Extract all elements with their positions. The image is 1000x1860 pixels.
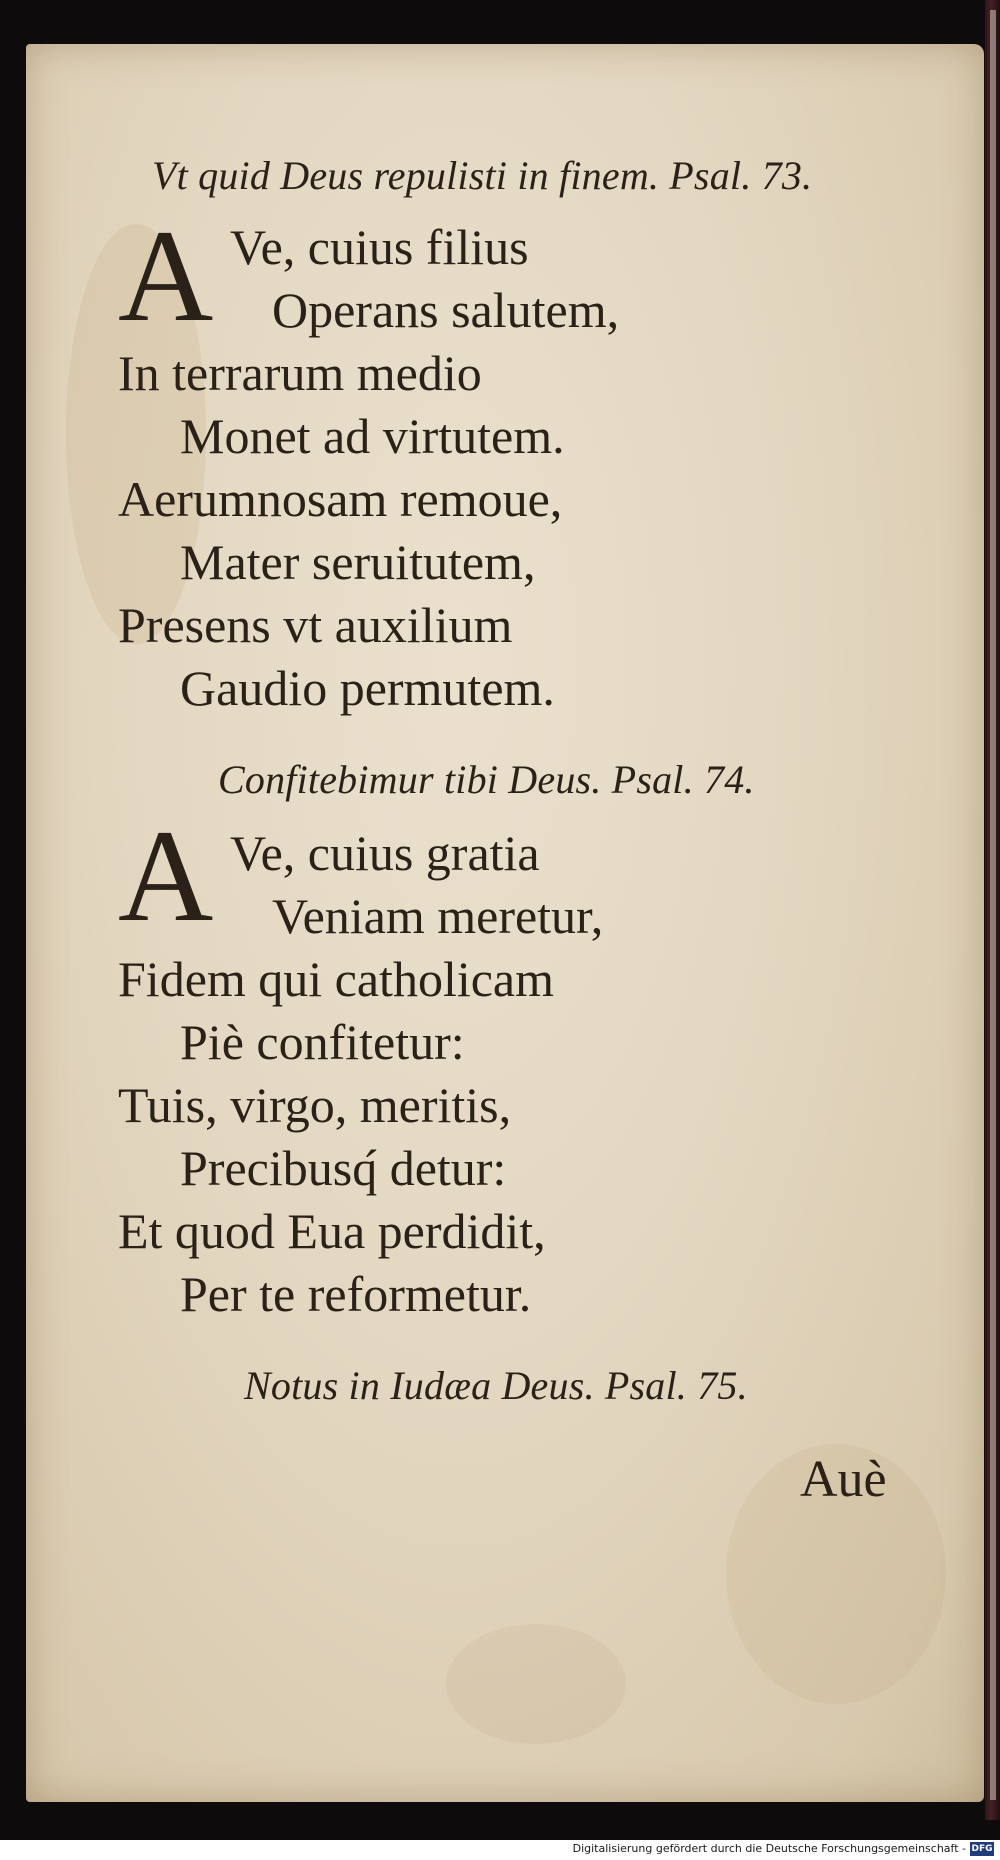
verse-line: Tuis, virgo, meritis, [118,1077,512,1133]
verse-line: Operans salutem, [272,282,620,338]
verse-line: Ve, cuius filius [230,219,529,275]
paper-stain [446,1624,626,1744]
verse-line: Aerumnosam remoue, [118,471,563,527]
dfg-logo-icon: DFG [971,1844,993,1854]
verse-line: Presens vt auxilium [118,597,513,653]
psalm-heading: Confitebimur tibi Deus. Psal. 74. [218,757,755,802]
verse-line: Mater seruitutem, [180,534,536,590]
catchword: Auè [800,1451,887,1508]
psalm-heading: Notus in Iudæa Deus. Psal. 75. [244,1363,748,1408]
digitization-credit: Digitalisierung gefördert durch die Deutsche Forschungsgemeinschaft - [572,1842,966,1855]
verse-line: Precibusq́ detur: [180,1140,507,1196]
psalm-heading: Vt quid Deus repulisti in finem. Psal. 73. [152,153,813,198]
verse-line: Piè confitetur: [180,1014,465,1070]
drop-capital: A [118,802,214,949]
verse-line: Et quod Eua perdidit, [118,1203,546,1259]
verse-line: Gaudio permutem. [180,660,555,716]
verse-line: Monet ad virtutem. [180,408,565,464]
verse-line: Fidem qui catholicam [118,951,555,1007]
verse-line: Veniam meretur, [272,888,604,944]
verse-line: Per te reformetur. [180,1266,532,1322]
next-page-edge [990,10,996,1800]
verse-line: Ve, cuius gratia [230,825,540,881]
drop-capital: A [118,202,214,349]
verse-line: In terrarum medio [118,345,482,401]
